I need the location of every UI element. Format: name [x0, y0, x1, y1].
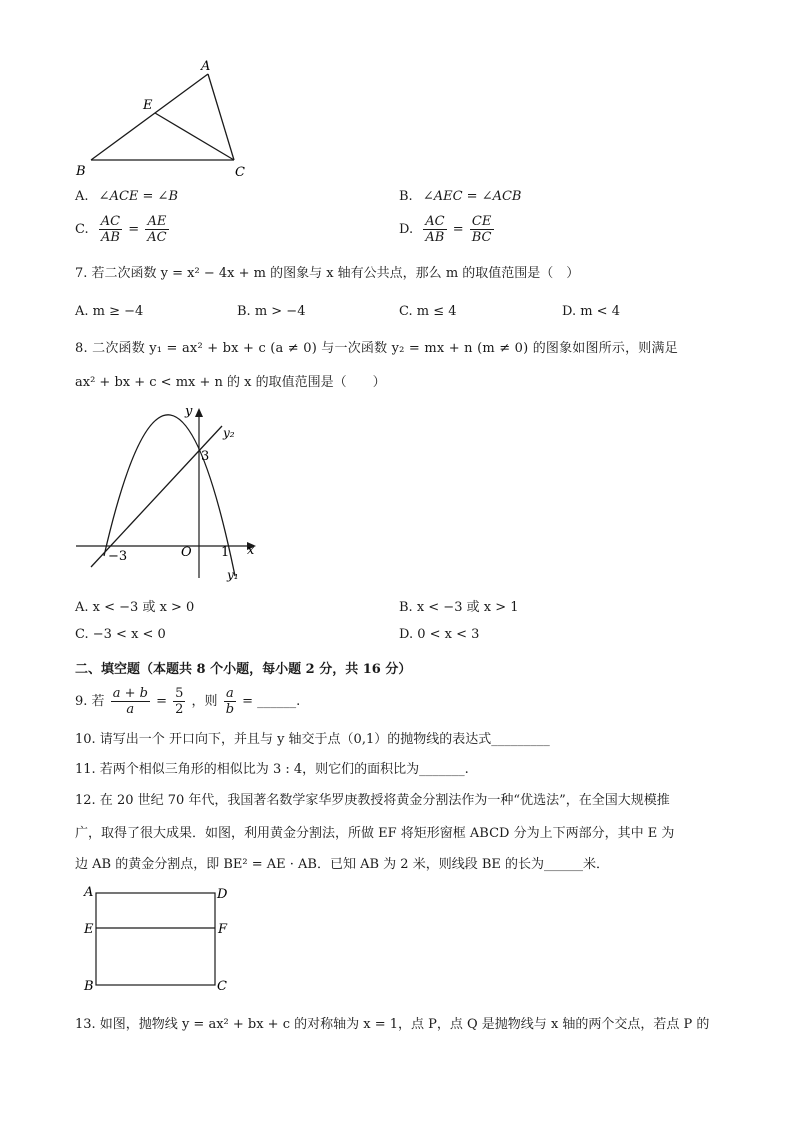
- q6-option-b[interactable]: [399, 189, 521, 204]
- label-a: A: [201, 59, 211, 74]
- q8-option-a[interactable]: A. x < −3 或 x > 0: [75, 600, 195, 615]
- q7-option-d[interactable]: D. m < 4: [562, 304, 620, 319]
- q6-option-a[interactable]: [75, 189, 178, 204]
- q7-option-b[interactable]: B. m > −4: [237, 304, 306, 319]
- q7-option-a[interactable]: A. m ≥ −4: [75, 304, 144, 319]
- q7-option-c[interactable]: C. m ≤ 4: [399, 304, 457, 319]
- fraction: $\frac{5}{2}$: [175, 686, 184, 717]
- equals-sign: =: [128, 222, 140, 237]
- label-y1: y₁: [227, 568, 239, 582]
- equals-sign: =: [156, 694, 167, 709]
- label-3: 3: [201, 449, 210, 464]
- label-origin: O: [181, 545, 192, 560]
- label-e: E: [143, 98, 153, 113]
- fraction: $\frac{AC}{AB}$: [425, 214, 445, 245]
- label-neg3: −3: [108, 549, 128, 564]
- label-b: B: [76, 164, 86, 179]
- q12-line1: 12. 在 20 世纪 70 年代，我国著名数学家华罗庚教授将黄金分割法作为一种“优选法”，在全国大规模推: [75, 793, 670, 808]
- label-a: A: [84, 885, 94, 900]
- rectangle-window-figure: [80, 882, 240, 994]
- label-d: D: [217, 887, 228, 902]
- label-1: 1: [221, 545, 230, 560]
- label-y2: y₂: [223, 426, 235, 440]
- q13-stem: 13. 如图，抛物线 y = ax² + bx + c 的对称轴为 x = 1，点 P，点 Q 是抛物线与 x 轴的两个交点，若点 P 的: [75, 1017, 710, 1032]
- option-letter: C.: [75, 222, 89, 237]
- label-y-axis: y: [185, 404, 193, 419]
- label-b: B: [84, 979, 94, 994]
- equals-sign: =: [452, 222, 464, 237]
- triangle-figure: [70, 52, 270, 182]
- option-letter: B.: [399, 189, 413, 204]
- label-e: E: [84, 922, 94, 937]
- q9-answer-blank: = ______.: [242, 694, 301, 709]
- fraction: $\frac{AE}{AC}$: [147, 214, 167, 245]
- q10: 10. 请写出一个 开口向下，并且与 y 轴交于点（0,1）的抛物线的表达式_________: [75, 732, 550, 747]
- q12-line2: 广，取得了很大成果．如图，利用黄金分割法，所做 EF 将矩形窗框 ABCD 分为上下两部分，其中 E 为: [75, 826, 675, 841]
- q8-option-b[interactable]: B. x < −3 或 x > 1: [399, 600, 519, 615]
- q8-option-c[interactable]: C. −3 < x < 0: [75, 627, 166, 642]
- label-c: C: [217, 979, 227, 994]
- fraction: $\frac{AC}{AB}$: [100, 214, 121, 245]
- q9-mid: ，则: [191, 694, 218, 709]
- option-text: ∠AEC = ∠ACB: [422, 189, 522, 204]
- option-text: ∠ACE = ∠B: [98, 189, 178, 204]
- y-axis-arrow: [195, 408, 203, 417]
- q8-stem-line2: ax² + bx + c < mx + n 的 x 的取值范围是（ ）: [75, 375, 386, 390]
- q12-line3: 边 AB 的黄金分割点，即 BE² = AE · AB．已知 AB 为 2 米，则线段 BE 的长为______米．: [75, 857, 610, 872]
- label-c: C: [235, 165, 245, 180]
- q8-graph: [70, 398, 270, 588]
- fraction: $\frac{a}{b}$: [225, 686, 235, 717]
- fraction: $\frac{CE}{BC}$: [471, 214, 492, 245]
- label-x-axis: x: [247, 543, 255, 558]
- section-heading-fill-in: 二、填空题（本题共 8 个小题，每小题 2 分，共 16 分）: [75, 662, 412, 677]
- q6-option-c[interactable]: [75, 214, 171, 245]
- option-letter: A.: [75, 189, 89, 204]
- q9: [75, 686, 300, 717]
- q9-prefix: 9. 若: [75, 694, 105, 709]
- segment-ba: [91, 74, 208, 160]
- q11: 11. 若两个相似三角形的相似比为 3 : 4，则它们的面积比为_______.: [75, 762, 469, 777]
- q6-option-d[interactable]: [399, 214, 496, 245]
- label-f: F: [218, 922, 228, 937]
- q8-stem-line1: 8. 二次函数 y₁ = ax² + bx + c (a ≠ 0) 与一次函数 y₂ = mx + n (m ≠ 0) 的图象如图所示，则满足: [75, 341, 678, 356]
- fraction: $\frac{a + b}{a}$: [112, 686, 148, 717]
- q7-stem: 7. 若二次函数 y = x² − 4x + m 的图象与 x 轴有公共点，那么 m 的取值范围是（ ）: [75, 266, 580, 281]
- rectangle-abcd: [96, 893, 215, 985]
- option-letter: D.: [399, 222, 414, 237]
- q8-option-d[interactable]: D. 0 < x < 3: [399, 627, 480, 642]
